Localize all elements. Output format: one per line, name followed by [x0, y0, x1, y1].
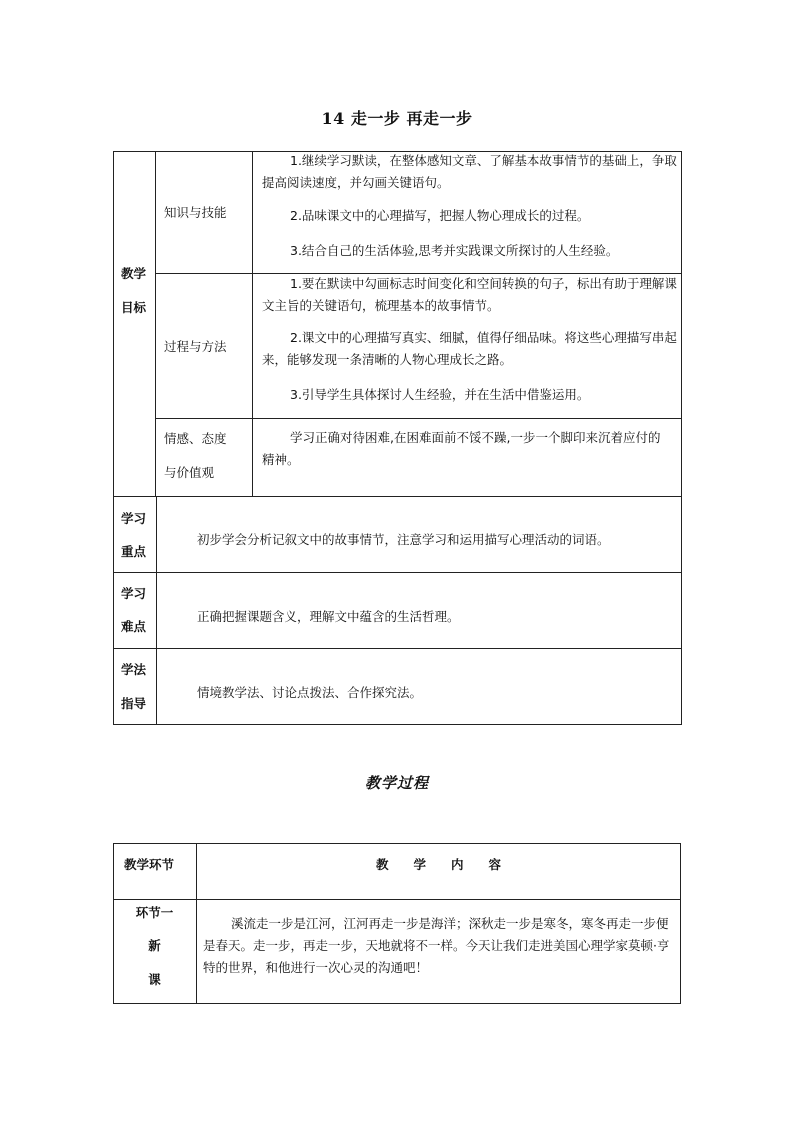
row-label: 重点 — [121, 544, 147, 559]
table-border-top — [113, 843, 681, 844]
objective-item: 学习正确对待困难,在困难面前不馁不躁,一步一个脚印来沉着应付的精神。 — [262, 430, 661, 467]
row-content: 初步学会分析记叙文中的故事情节，注意学习和运用描写心理活动的词语。 — [197, 532, 610, 547]
stage-label: 新 — [148, 938, 161, 953]
table-divider — [113, 572, 682, 573]
row-label: 目标 — [121, 300, 147, 315]
row-content: 情境教学法、讨论点拨法、合作探究法。 — [197, 685, 423, 700]
category-label: 情感、态度 — [164, 431, 227, 446]
table-border-left — [113, 151, 114, 725]
table-border-right — [680, 843, 681, 1004]
stage-label: 课 — [148, 972, 161, 987]
table-divider — [156, 496, 157, 724]
header-cell: 教 学 内 容 — [375, 857, 501, 872]
row-label: 学法 — [121, 662, 147, 677]
table-border-right — [681, 151, 682, 725]
stage-label: 环节一 — [135, 905, 174, 920]
row-label: 学习 — [121, 511, 147, 526]
section-title: 教学过程 — [364, 774, 429, 792]
row-label: 教学 — [121, 266, 147, 281]
header-cell: 教学环节 — [124, 857, 175, 872]
table-divider — [155, 151, 156, 496]
category-label: 与价值观 — [164, 465, 215, 480]
stage-content: 溪流走一步是江河，江河再走一步是海洋；深秋走一步是寒冬，寒冬再走一步便是春天。走一步，再走一步，天地就将不一样。今天让我们走进美国心理学家莫顿·亨特的世界，和他进行一次心灵的沟通吧！ — [203, 916, 670, 975]
objective-item: 3.引导学生具体探讨人生经验，并在生活中借鉴运用。 — [290, 387, 590, 402]
objective-item: 1.要在默读中勾画标志时间变化和空间转换的句子，标出有助于理解课文主旨的关键语句，梳理基本的故事情节。 — [262, 276, 677, 313]
table-divider — [113, 496, 682, 497]
row-label: 指导 — [121, 696, 147, 711]
category-label: 知识与技能 — [164, 205, 227, 220]
objective-item: 1.继续学习默读，在整体感知文章、了解基本故事情节的基础上，争取提高阅读速度，并勾画关键语句。 — [262, 153, 677, 190]
objective-item: 2.课文中的心理描写真实、细腻，值得仔细品味。将这些心理描写串起来，能够发现一条清晰的人物心理成长之路。 — [262, 330, 677, 367]
table-border-bottom — [113, 724, 682, 725]
page-title: 14 走一步 再走一步 — [321, 109, 473, 128]
objective-item: 2.品味课文中的心理描写，把握人物心理成长的过程。 — [290, 208, 590, 223]
objective-item: 3.结合自己的生活体验,思考并实践课文所探讨的人生经验。 — [290, 243, 619, 258]
row-label: 难点 — [121, 619, 147, 634]
table-divider — [113, 899, 681, 900]
row-content: 正确把握课题含义，理解文中蕴含的生活哲理。 — [197, 609, 460, 624]
row-label: 学习 — [121, 586, 147, 601]
table-border-bottom — [113, 1003, 681, 1004]
table-divider — [113, 648, 682, 649]
category-label: 过程与方法 — [164, 339, 227, 354]
table-divider — [155, 418, 682, 419]
table-divider — [252, 151, 253, 496]
